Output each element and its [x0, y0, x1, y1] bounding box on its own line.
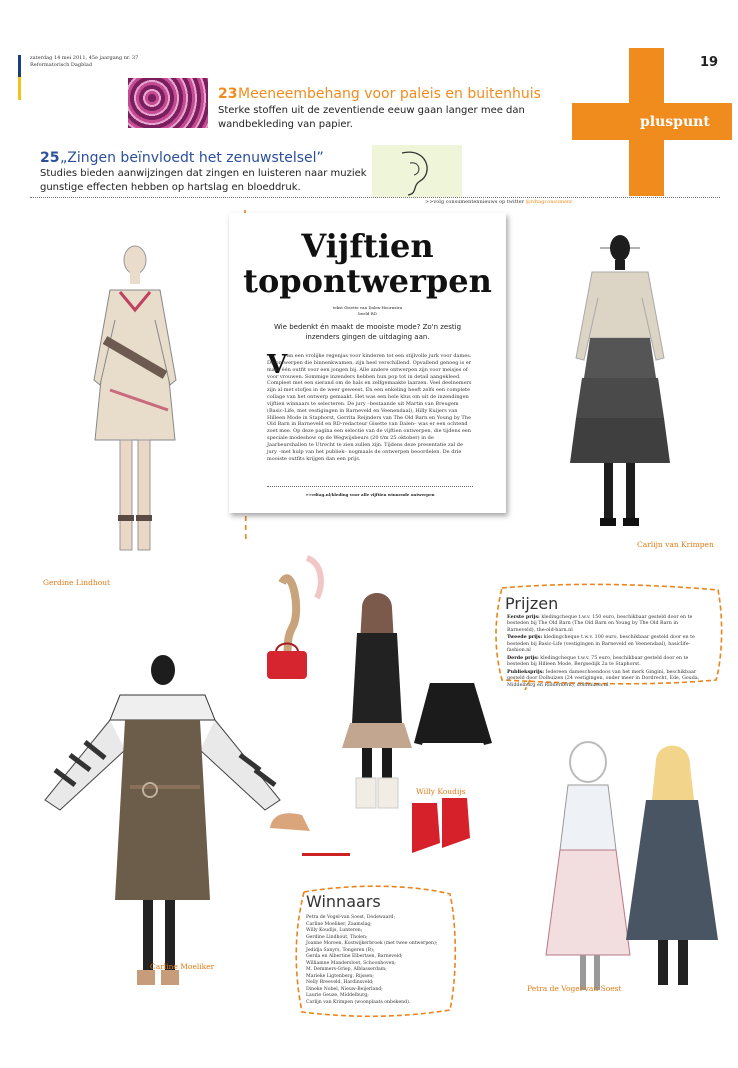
list-item: Jedidja Sanyrs, Tongeren (B); — [306, 947, 375, 953]
list-item: Gerda en Albertine Elbertsen, Barneveld; — [306, 954, 403, 960]
dress-drawing — [560, 228, 680, 540]
list-item: M. Demmers-Griep, Alblasserdam; — [306, 967, 387, 973]
list-item: Dineke Nobel, Nieuw-Beijerland; — [306, 986, 383, 992]
prize-text: Iedereen dameschoendoos van het merk Gingini, beschikbaar gesteld door Dolhuizen (24 vestigingen, onder meer in Dordrecht, Ede, Gouda, Middelburg en Ridderkerk), dolfhuizen.nl. — [507, 669, 700, 688]
list-item: Joanne Moreen, Kostwijkerbroek (met twee ontwerpen); — [306, 941, 438, 947]
ear-illustration — [372, 145, 462, 197]
designer-caption: Willy Koudijs — [416, 787, 466, 796]
dateline-date: zaterdag 14 mei 2011, 45e jaargang nr. 37 — [30, 55, 139, 61]
teaser-text: Studies bieden aanwijzingen dat zingen en luisteren naar muziek gunstige effecten hebben op hartslag en bloeddruk. — [40, 168, 367, 193]
photo-credit: beeld RD — [358, 310, 377, 316]
prize-label: Derde prijs: — [507, 654, 539, 661]
prize-text: kledingcheque t.w.v. 100 euro, beschikbaar gesteld door en te besteden bij Basic-Life (vestigingen in Barneveld en Veenendaal), basiclife-fashion.nl — [507, 635, 695, 654]
article-lead: Wie bedenkt én maakt de mooiste mode? Zo'n zestig inzenders gingen de uitdaging aan. — [273, 323, 462, 341]
section-title: pluspunt — [640, 114, 710, 130]
designer-caption: Carline Moeliker — [150, 962, 215, 971]
teaser-title[interactable]: „Zingen beïnvloedt het zenuwstelsel” — [60, 150, 324, 166]
designer-caption: Carlijn van Krimpen — [637, 540, 714, 549]
fabric-thumbnail — [128, 78, 208, 128]
twitter-prefix: >>volg consumentennieuws op twitter — [425, 199, 526, 205]
designer-caption: Petra de Vogel-van Soest — [527, 984, 622, 993]
list-item: Nelly Breeveld, Hardinxveld; — [306, 980, 374, 986]
teaser-text: Sterke stoffen uit de zeventiende eeuw gaan langer mee dan wandbekleding van papier. — [218, 105, 525, 130]
article-title: Vijftien topontwerpen — [243, 227, 492, 300]
prize-text: kledingcheque t.w.v. 75 euro, beschikbaar gesteld door en te besteden bij Hilleen Mode, Bergsedijk 2a te Staphorst. — [507, 655, 689, 668]
prijzen-list — [507, 614, 707, 689]
article-link[interactable]: >>rdtag.nl/kleding voor alle vijftien winnende ontwerpen — [305, 492, 435, 497]
prize-label: Tweede prijs: — [507, 634, 543, 641]
divider — [30, 197, 720, 198]
color-bars — [18, 55, 21, 100]
dateline — [30, 55, 138, 68]
teaser-title[interactable]: Meeneembehang voor paleis en buitenhuis — [238, 86, 541, 102]
list-item: Gerdine Lindhout, Tholen; — [306, 934, 368, 940]
winnaars-title: Winnaars — [306, 892, 381, 911]
list-item: Williamne Mandersloot, Schoonhoven; — [306, 960, 396, 966]
byline: tekst Gisette van Dalen-Hoornstra — [332, 305, 403, 310]
page-number: 19 — [700, 55, 719, 70]
prize-item — [507, 634, 707, 654]
designer-caption: Gerdine Lindhout — [43, 578, 111, 587]
twitter-link[interactable] — [425, 199, 572, 205]
list-item: Carline Moeliker, Zaamslag; — [306, 921, 372, 927]
dress-with-fur-drawing — [25, 650, 295, 1000]
dress-and-photo-drawing — [538, 740, 728, 1000]
prize-item — [507, 669, 707, 689]
article-body-text: an een vrolijke regenjas voor kinderen tot een stijlvolle jurk voor dames. De ontwerpen die binnenkwamen, zijn heel verschillend. Opvallend genoeg is er maar één outfit voor een jongen bij. Alle andere ontwerpen zijn voor meisjes of voor vrouwen. Sommige inzenders hebben hun pop tot in detail aangekleed. Compleet met een sierand om de hals en zelfgemaakte laarzen. Veel deelnemers zijn al met stofjes in de weer geweest. En een enkeling heeft zelfs een complete collage van het ontwerp gemaakt. Het was een hele klus om uit de inzendingen vijftien winnaars te selecteren. De jury –bestaande uit Martin van Breugem (Basic-Life, met vestigingen in Barneveld en Veenendaal), Hilly Kuijers van Hilleen Mode in Staphorst, Gerrita Reijnders van The Old Barn en Young by The Old Barn in Barneveld en RD-redacteur Gisette van Dalen– was er een ochtend zoet mee. Op deze pagina een selectie van de vijftien ontwerpen, die tijdens een speciale modeshow op de Wegwijsbeurs (20 t/m 25 oktober) in de Jaarbeurshallen te Utrecht te zien zullen zijn. Tijdens deze presentatie zal de jury –met hulp van het publiek– nogmaals de ontwerpen beoordelen. De drie mooiste outfits krijgen dan een prijs. — [267, 353, 472, 462]
collage-drawing — [262, 553, 502, 865]
list-item: Laurie Geuze, Middelburg; — [306, 993, 369, 999]
prize-text: kledingcheque t.w.v. 150 euro, beschikbaar gesteld door en te besteden bij The Old Barn (The Old Barn en Young by The Old Barn in Barneveld), the-old-barn.nl — [507, 615, 693, 633]
list-item: Carlijn van Krimpen (woonplaats onbekend). — [306, 999, 411, 1005]
coat-drawing — [80, 240, 190, 570]
twitter-handle[interactable]: @rdtagconsument — [525, 199, 573, 205]
article-body — [267, 350, 473, 463]
dateline-paper: Reformatorisch Dagblad — [30, 61, 93, 68]
prize-item — [507, 655, 707, 669]
teaser-number: 23 — [218, 86, 238, 102]
list-item: Marieke Ligtenberg, Rijssen; — [306, 973, 374, 979]
article-credits — [229, 305, 506, 316]
prijzen-title: Prijzen — [505, 594, 559, 613]
prize-item — [507, 614, 707, 634]
list-item: Petra de Vogel-van Soest, Dodewaard; — [306, 915, 396, 920]
article-rule — [267, 486, 473, 487]
winnaars-list — [306, 915, 456, 1006]
article-box — [229, 213, 506, 513]
prize-label: Eerste prijs: — [507, 614, 540, 620]
teaser-number: 25 — [40, 150, 60, 166]
drop-cap: V — [267, 350, 288, 380]
list-item: Willy Koudijs, Lunteren; — [306, 928, 363, 934]
prize-label: Publieksprijs: — [507, 668, 545, 675]
